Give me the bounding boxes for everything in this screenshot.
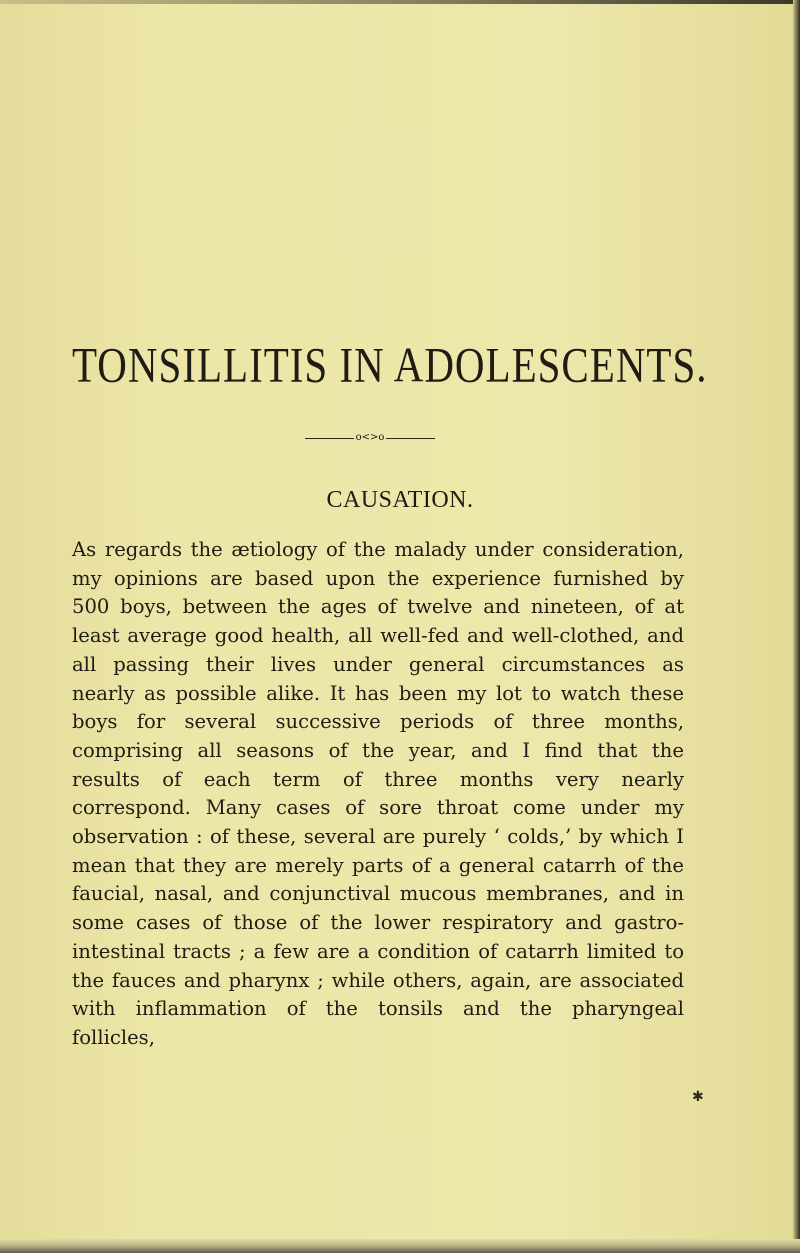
page-right-edge [793,0,800,1253]
body-paragraph [72,536,684,1053]
margin-mark: ✱ [692,1089,704,1105]
divider-rule-left [305,438,354,439]
page-bottom-edge [0,1239,800,1253]
paragraph-text: As regards the ætiology of the malady under consideration, my opinions are based upon the experience furnished by 500 boys, between the ages of twelve and nineteen, of at least average good health, all well-fed and well-clothed, and all passing their lives under general circumstances as nearly as possible alike. It has been my lot to watch these boys for several successive periods of three months, comprising all seasons of the year, and I find that the results of each term of three months very nearly correspond. Many cases of sore throat come under my observation : of these, several are purely ‘ colds,’ by which I mean that they are merely parts of a general catarrh of the faucial, nasal, and conjunctival mucous membranes, and in some cases of those of the lower respiratory and gastro-intestinal tracts ; a few are a condition of catarrh limited to the fauces and pharynx ; while others, again, are associated with inflammation of the tonsils and the pharyngeal follicles, [72,538,684,1049]
section-heading: CAUSATION. [326,487,474,513]
divider-ornament: o<>o [355,432,385,443]
page-title: TONSILLITIS IN ADOLESCENTS. [72,336,708,393]
divider-rule-right [386,438,435,439]
page-top-edge [0,0,800,4]
ornamental-divider [305,433,435,443]
